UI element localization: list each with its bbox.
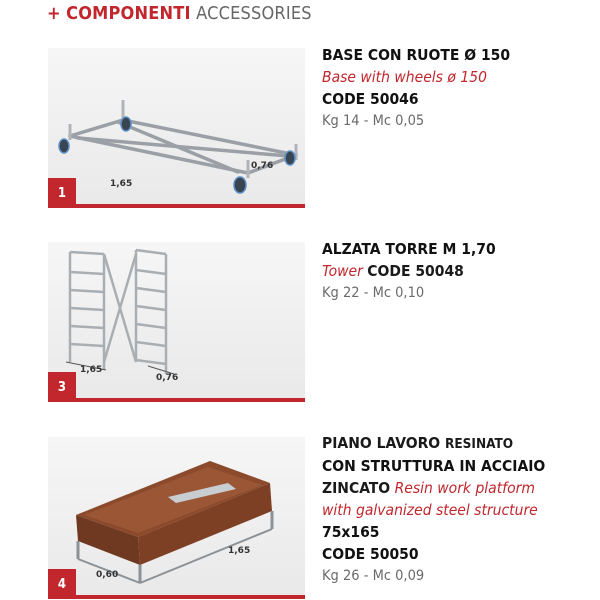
dim-length: 1,65 <box>110 179 133 189</box>
product-title-line1-rest: RESINATO <box>445 436 514 452</box>
product-subtitle-line3: Resin work platform <box>394 479 535 497</box>
base-wheels-illustration <box>48 48 305 208</box>
dim-width: 0,76 <box>251 161 274 171</box>
product-title: BASE CON RUOTE Ø 150 <box>322 46 511 64</box>
product-code: CODE 50050 <box>322 545 419 563</box>
product-specs: Kg 26 - Mc 0,09 <box>322 568 425 584</box>
item-number-badge: 4 <box>48 569 76 599</box>
product-specs: Kg 14 - Mc 0,05 <box>322 113 425 129</box>
product-image-base-wheels <box>48 48 305 208</box>
card-underline <box>48 204 305 208</box>
product-size: 75x165 <box>322 523 380 541</box>
dim-width: 0,60 <box>96 570 119 580</box>
dim-length: 1,65 <box>228 546 251 556</box>
product-code: CODE 50048 <box>367 262 464 280</box>
product-subtitle: Tower <box>322 262 363 280</box>
product-info-base-wheels <box>322 44 510 132</box>
card-underline <box>48 398 305 402</box>
product-info-tower <box>322 238 496 304</box>
header-subtitle: ACCESSORIES <box>196 3 312 24</box>
product-title-line3: ZINCATO <box>322 479 391 497</box>
dim-length: 1,65 <box>80 365 103 375</box>
product-info-platform <box>322 432 545 587</box>
item-number-badge: 1 <box>48 178 76 208</box>
item-number-badge: 3 <box>48 372 76 402</box>
product-subtitle: Base with wheels ø 150 <box>322 68 487 86</box>
section-header <box>47 3 312 24</box>
card-underline <box>48 595 305 599</box>
product-code: CODE 50046 <box>322 90 419 108</box>
product-image-platform <box>48 437 305 599</box>
product-title-line2: CON STRUTTURA IN ACCIAIO <box>322 457 546 475</box>
product-specs: Kg 22 - Mc 0,10 <box>322 285 425 301</box>
product-image-tower <box>48 242 305 402</box>
dim-width: 0,76 <box>156 373 179 383</box>
product-title-line1-bold: PIANO LAVORO <box>322 434 441 452</box>
product-title: ALZATA TORRE M 1,70 <box>322 240 496 258</box>
header-plus: + <box>47 3 61 24</box>
header-title: COMPONENTI <box>66 3 191 24</box>
tower-illustration <box>48 242 305 402</box>
platform-illustration <box>48 437 305 599</box>
product-subtitle-line4: with galvanized steel structure <box>322 501 538 519</box>
